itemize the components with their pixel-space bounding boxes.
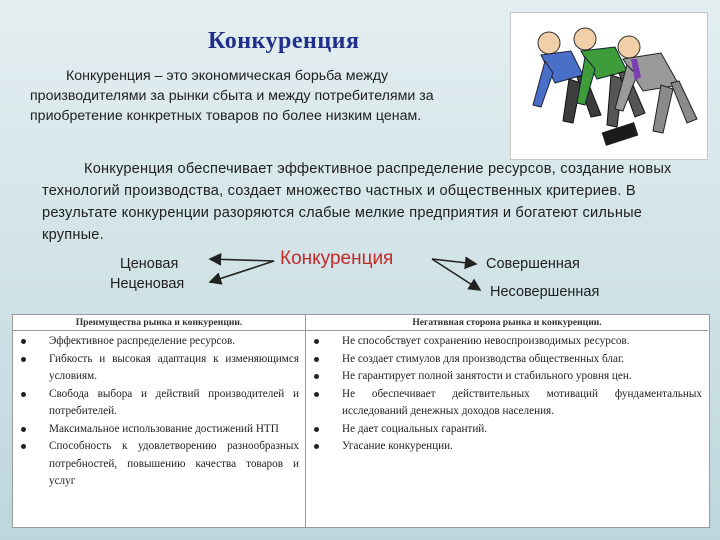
list-item: Не способствует сохранению невоспроизводимых ресурсов. (342, 333, 702, 351)
role-paragraph: Конкуренция обеспечивает эффективное распределение ресурсов, создание новых технологий производства, создает множество частных и общественных критериев. В результате конкуренции разоряются слабые мелкие предприятия и богатеют сильные крупные. (42, 161, 672, 243)
slide-title: Конкуренция (208, 28, 360, 54)
list-item: Максимальное использование достижений НТП (49, 421, 299, 439)
bullet-icon (314, 374, 319, 379)
negatives-header: Негативная сторона рынка и конкуренции. (306, 315, 708, 331)
kind-perfect: Совершенная (486, 256, 580, 272)
bullet-icon (21, 427, 26, 432)
arrow-to-price (210, 259, 274, 261)
bullet-icon (21, 392, 26, 397)
arrow-to-nonprice (210, 261, 274, 282)
list-item: Не создает стимулов для производства общественных благ. (342, 351, 702, 369)
definition-paragraph: Конкуренция – это экономическая борьба между производителями за рынки сбыта и между потребителями за приобретение конкретных товаров по более низким ценам. (30, 68, 434, 124)
comparison-table (12, 314, 710, 528)
kind-nonprice: Неценовая (110, 276, 185, 292)
bullet-icon (21, 444, 26, 449)
bullet-icon (21, 339, 26, 344)
list-item: Свобода выбора и действий производителей и потребителей. (49, 386, 299, 421)
list-item: Эффективное распределение ресурсов. (49, 333, 299, 351)
list-item: Гибкость и высокая адаптация к изменяющимся условиям. (49, 351, 299, 386)
diagram-center: Конкуренция (280, 248, 394, 269)
kind-imperfect: Несовершенная (490, 284, 600, 300)
bullet-icon (314, 339, 319, 344)
list-item: Способность к удовлетворению разнообразных потребностей, повышению качества товаров и услуг (49, 438, 299, 491)
bullet-icon (314, 444, 319, 449)
bullet-icon (314, 427, 319, 432)
bullet-icon (314, 357, 319, 362)
bullet-icon (21, 357, 26, 362)
advantages-header: Преимущества рынка и конкуренции. (13, 315, 305, 331)
bullet-icon (314, 392, 319, 397)
advantages-list (13, 331, 305, 491)
kind-price: Ценовая (120, 256, 179, 272)
list-item: Не обеспечивает действительных мотиваций фундаментальных исследований денежных доходов населения. (342, 386, 702, 421)
list-item: Не дает социальных гарантий. (342, 421, 702, 439)
negatives-list (306, 331, 708, 456)
advantages-column (13, 315, 306, 527)
list-item: Угасание конкуренции. (342, 438, 702, 456)
list-item: Не гарантирует полной занятости и стабильного уровня цен. (342, 368, 702, 386)
negatives-column (306, 315, 708, 527)
